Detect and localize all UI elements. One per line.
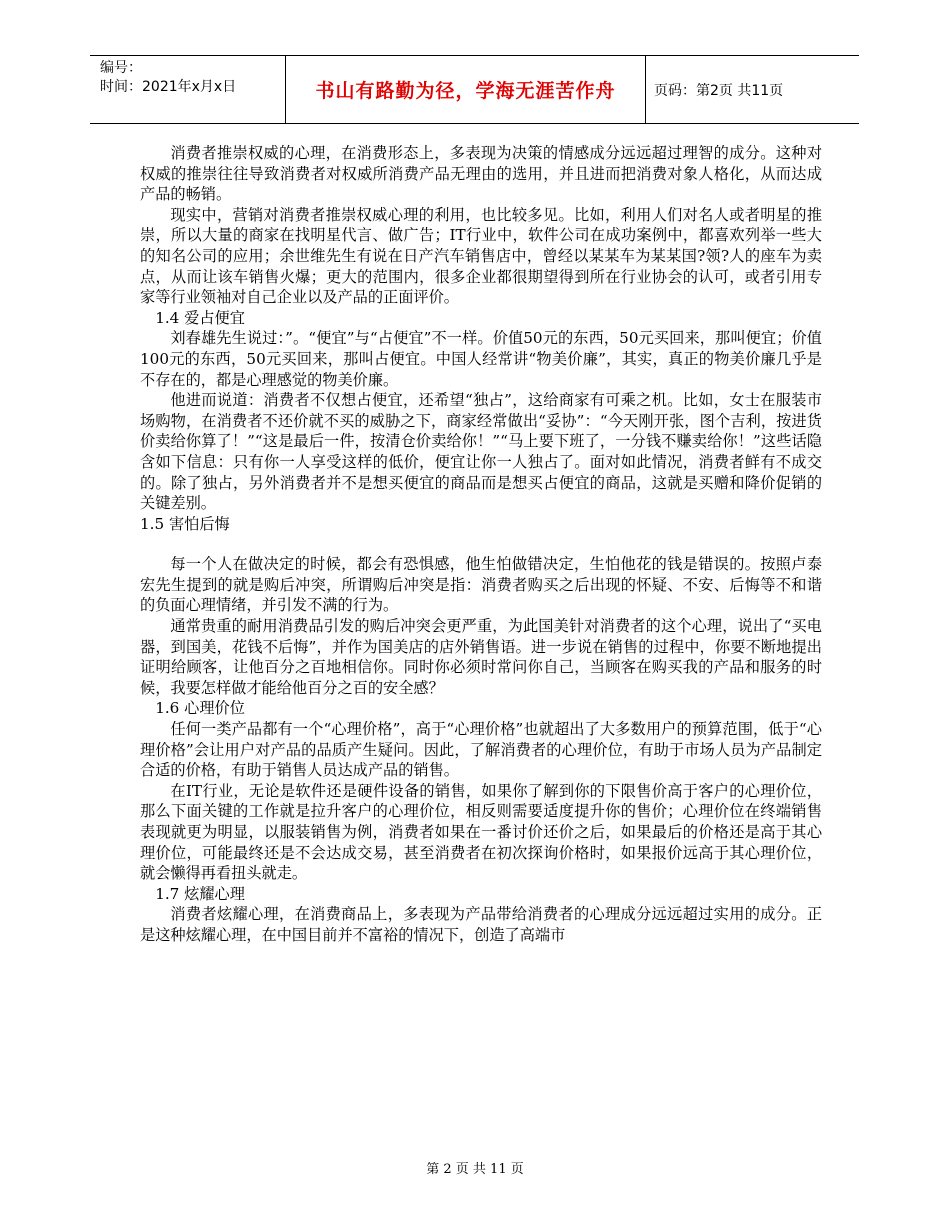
header-meta [90,56,286,123]
paragraph: 任何一类产品都有一个“心理价格”，高于“心理价格”也就超出了大多数用户的预算范围，低于“心理价格”会让用户对产品的品质产生疑问。因此，了解消费者的心理价位，有助于市场人员为产品制定合适的价格，有助于销售人员达成产品的销售。 [140,720,822,780]
document-body [140,143,822,946]
document-time-label: 时间：2021年x月x日 [100,79,237,95]
page-footer: 第 2 页 共 11 页 [426,1162,524,1177]
header-motto: 书山有路勤为径，学海无涯苦作舟 [286,56,646,123]
page-header [90,55,859,124]
paragraph: 刘春雄先生说过：”。“便宜”与“占便宜”不一样。价值50元的东西，50元买回来，那叫便宜；价值100元的东西，50元买回来，那叫占便宜。中国人经常讲“物美价廉”，其实，真正的物美价廉几乎是不存在的，都是心理感觉的物美价廉。 [140,329,822,389]
section-heading: 1.5 害怕后悔 [140,514,230,533]
section-heading: 1.6 心理价位 [155,699,245,718]
paragraph: 每一个人在做决定的时候，都会有恐惧感，他生怕做错决定，生怕他花的钱是错误的。按照卢泰宏先生提到的就是购后冲突，所谓购后冲突是指：消费者购买之后出现的怀疑、不安、后悔等不和谐的负面心理情绪，并引发不满的行为。 [140,555,822,615]
paragraph: 在IT行业，无论是软件还是硬件设备的销售，如果你了解到你的下限售价高于客户的心理价位，那么下面关键的工作就是拉升客户的心理价位，相反则需要适度提升你的售价；心理价位在终端销售表现就更为明显，以服装销售为例，消费者如果在一番讨价还价之后，如果最后的价格还是高于其心理价位，可能最终还是不会达成交易，甚至消费者在初次探询价格时，如果报价远高于其心理价位，就会懒得再看扭头就走。 [140,781,822,883]
paragraph: 现实中，营销对消费者推崇权威心理的利用，也比较多见。比如，利用人们对名人或者明星的推崇，所以大量的商家在找明星代言、做广告；IT行业中，软件公司在成功案例中，都喜欢列举一些大的知名公司的应用；余世维先生有说在日产汽车销售店中，曾经以某某车为某某国?领?人的座车为卖点，从而让该车销售火爆；更大的范围内，很多企业都很期望得到所在行业协会的认可，或者引用专家等行业领袖对自己企业以及产品的正面评价。 [140,205,822,307]
blank-line [140,534,822,554]
paragraph: 通常贵重的耐用消费品引发的购后冲突会更严重，为此国美针对消费者的这个心理，说出了“买电器，到国美，花钱不后悔”，并作为国美店的店外销售语。进一步说在销售的过程中，你要不断地提出证明给顾客，让他百分之百地相信你。同时你必须时常问你自己，当顾客在购买我的产品和服务的时候，我要怎样做才能给他百分之百的安全感？ [140,617,822,697]
paragraph: 消费者炫耀心理，在消费商品上，多表现为产品带给消费者的心理成分远远超过实用的成分。正是这种炫耀心理，在中国目前并不富裕的情况下，创造了高端市 [140,905,822,944]
section-heading: 1.4 爱占便宜 [155,308,245,327]
header-page-label: 页码：第2页 共11页 [654,82,784,99]
document-number-label: 编号： [100,60,142,76]
paragraph: 消费者推崇权威的心理，在消费形态上，多表现为决策的情感成分远远超过理智的成分。这种对权威的推崇往往导致消费者对权威所消费产品无理由的选用，并且进而把消费对象人格化，从而达成产品的畅销。 [140,144,822,204]
paragraph: 他进而说道：消费者不仅想占便宜，还希望“独占”，这给商家有可乘之机。比如，女士在服装市场购物，在消费者不还价就不买的威胁之下，商家经常做出“妥协”：“今天刚开张，图个吉利，按进货价卖给你算了！”“这是最后一件，按清仓价卖给你！”“马上要下班了，一分钱不赚卖给你！”这些话隐含如下信息：只有你一人享受这样的低价，便宜让你一人独占了。面对如此情况，消费者鲜有不成交的。除了独占，另外消费者并不是想买便宜的商品而是想买占便宜的商品，这就是买赠和降价促销的关键差别。 [140,391,822,513]
section-heading: 1.7 炫耀心理 [155,884,245,903]
